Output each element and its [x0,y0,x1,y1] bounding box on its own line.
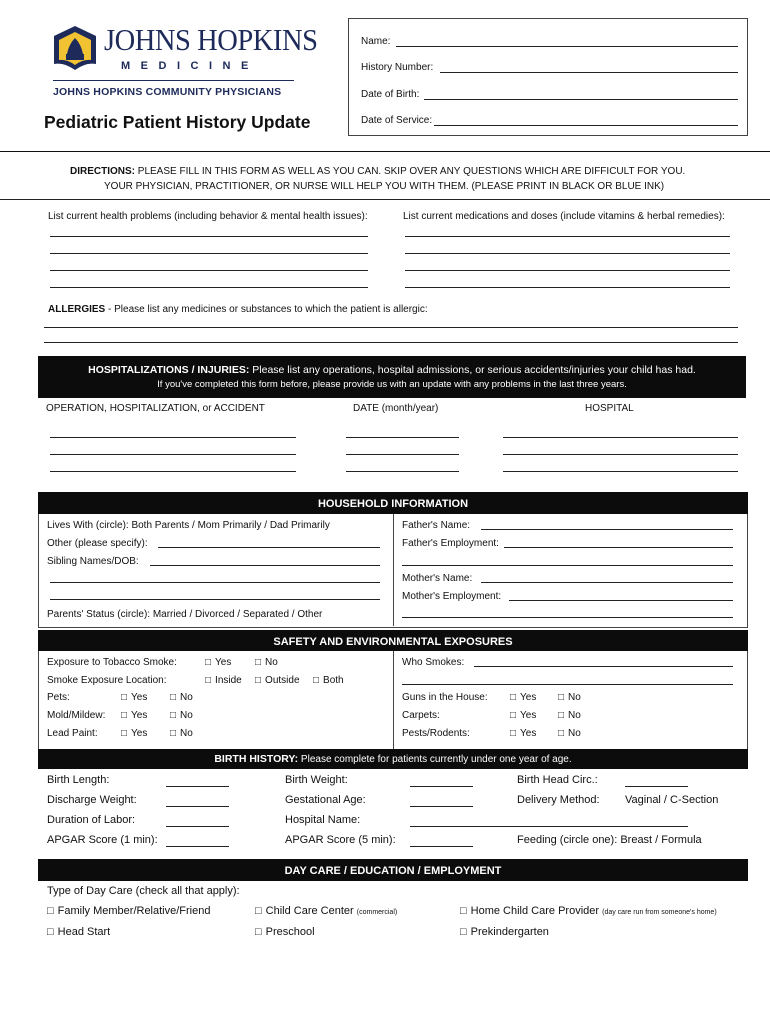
discharge-weight-field[interactable] [166,806,229,807]
pets-no-checkbox[interactable] [170,692,193,703]
guns-yes-label: Yes [520,692,537,703]
logo-divider [53,80,294,81]
guns-yes-checkbox[interactable] [510,692,536,703]
lead-no-label: No [180,728,193,739]
pests-no-checkbox[interactable] [558,728,581,739]
hospitalizations-header [38,356,746,398]
form-title: Pediatric Patient History Update [44,112,311,132]
mothers-employment-label: Mother's Employment: [402,591,502,602]
mold-no-checkbox[interactable] [170,710,193,721]
safety-header [38,630,748,651]
safety-heading: SAFETY AND ENVIRONMENTAL EXPOSURES [273,636,513,648]
mold-label: Mold/Mildew: [47,710,106,721]
smoke-inside-checkbox[interactable] [205,675,242,686]
tobacco-label: Exposure to Tobacco Smoke: [47,657,177,668]
org-division: JOHNS HOPKINS COMMUNITY PHYSICIANS [53,86,282,98]
delivery-options[interactable]: Vaginal / C-Section [625,794,719,806]
pets-label: Pets: [47,692,70,703]
history-number-field[interactable] [440,72,738,73]
guns-no-label: No [568,692,581,703]
child-care-center-label: Child Care Center [265,905,354,917]
pests-label: Pests/Rodents: [402,728,470,739]
lead-yes-label: Yes [131,728,148,739]
other-label: Other (please specify): [47,538,148,549]
daycare-type-label: Type of Day Care (check all that apply): [47,885,240,897]
child-care-center-checkbox[interactable] [255,905,397,917]
pests-yes-checkbox[interactable] [510,728,536,739]
fathers-name-field[interactable] [481,529,733,530]
header-divider [0,151,770,152]
head-circ-field[interactable] [625,786,688,787]
head-start-checkbox[interactable] [47,926,110,938]
head-start-label: Head Start [57,926,111,938]
smoke-outside-label: Outside [265,675,300,686]
org-sub: MEDICINE [121,60,259,72]
birth-length-label: Birth Length: [47,774,110,786]
apgar1-label: APGAR Score (1 min): [47,834,158,846]
home-child-care-label: Home Child Care Provider [470,905,600,917]
directions-divider [0,199,770,200]
prekindergarten-label: Prekindergarten [470,926,549,938]
medications-label: List current medications and doses (include vitamins & herbal remedies): [403,211,725,222]
smoke-both-label: Both [323,675,344,686]
dos-label: Date of Service: [361,115,433,126]
hospitalizations-heading: HOSPITALIZATIONS / INJURIES: [88,364,250,376]
name-field[interactable] [396,46,738,47]
safety-divider [393,651,394,750]
siblings-field[interactable] [150,565,380,566]
home-child-care-note: (day care run from someone's home) [602,909,717,916]
name-label: Name: [361,36,391,47]
hospitalizations-heading-text: Please list any operations, hospital admissions, or serious accidents/injuries your child has had. [249,364,696,376]
who-smokes-label: Who Smokes: [402,657,465,668]
col-hospital: HOSPITAL [585,403,634,414]
fathers-employment-label: Father's Employment: [402,538,499,549]
lead-yes-checkbox[interactable] [121,728,147,739]
allergies-label: ALLERGIES [48,304,106,315]
smoke-both-checkbox[interactable] [313,675,344,686]
mold-yes-checkbox[interactable] [121,710,147,721]
history-number-label: History Number: [361,62,434,73]
who-smokes-field[interactable] [474,666,733,667]
carpets-no-checkbox[interactable] [558,710,581,721]
daycare-header [38,859,748,881]
mold-yes-label: Yes [131,710,148,721]
carpets-yes-label: Yes [520,710,537,721]
household-header [38,492,748,514]
smoke-inside-label: Inside [215,675,242,686]
head-circ-label: Birth Head Circ.: [517,774,598,786]
birth-heading: BIRTH HISTORY: [214,753,299,765]
apgar5-label: APGAR Score (5 min): [285,834,396,846]
discharge-weight-label: Discharge Weight: [47,794,137,806]
gestational-age-label: Gestational Age: [285,794,366,806]
apgar1-field[interactable] [166,846,229,847]
delivery-method-label: Delivery Method: [517,794,600,806]
hospitalizations-line1 [38,364,746,376]
siblings-field-3[interactable] [50,599,380,600]
family-checkbox[interactable] [47,905,210,917]
hospitalizations-subtext: If you've completed this form before, please provide us with an update with any problems in the last three years. [157,379,627,390]
pets-no-label: No [180,692,193,703]
directions-label: DIRECTIONS: [70,166,135,177]
birth-weight-label: Birth Weight: [285,774,348,786]
mothers-name-field[interactable] [481,582,733,583]
smoke-location-label: Smoke Exposure Location: [47,675,167,686]
apgar5-field[interactable] [410,846,473,847]
mothers-employment-field[interactable] [509,600,733,601]
birth-length-field[interactable] [166,786,229,787]
dob-label: Date of Birth: [361,89,420,100]
household-heading: HOUSEHOLD INFORMATION [317,498,469,510]
fathers-employment-field[interactable] [504,547,733,548]
household-divider [393,514,394,626]
dos-field[interactable] [434,125,738,126]
org-name: JOHNS HOPKINS [104,22,318,57]
shield-logo-icon [52,24,98,72]
birth-weight-field[interactable] [410,786,473,787]
carpets-label: Carpets: [402,710,440,721]
child-care-center-note: (commercial) [356,909,398,916]
who-smokes-field-2[interactable] [402,684,733,685]
labor-duration-label: Duration of Labor: [47,814,136,826]
directions-line1 [70,166,685,177]
allergies-text: - Please list any medicines or substances to which the patient is allergic: [105,304,428,315]
guns-label: Guns in the House: [402,692,488,703]
tobacco-yes-label: Yes [215,657,232,668]
pests-yes-label: Yes [520,728,537,739]
tobacco-yes-checkbox[interactable] [205,657,231,668]
preschool-label: Preschool [265,926,315,938]
daycare-heading: DAY CARE / EDUCATION / EMPLOYMENT [284,865,502,877]
preschool-checkbox[interactable] [255,926,315,938]
directions-line2: YOUR PHYSICIAN, PRACTITIONER, OR NURSE WILL HELP YOU WITH THEM. (PLEASE PRINT IN BLACK OR BLUE INK) [104,181,665,192]
lead-no-checkbox[interactable] [170,728,193,739]
guns-no-checkbox[interactable] [558,692,581,703]
fathers-name-label: Father's Name: [402,520,471,531]
hospital-name-field[interactable] [410,826,688,827]
allergies-line [48,304,428,315]
lives-with: Lives With (circle): Both Parents / Mom Primarily / Dad Primarily [47,520,330,531]
carpets-no-label: No [568,710,581,721]
mold-no-label: No [180,710,193,721]
directions-text1: PLEASE FILL IN THIS FORM AS WELL AS YOU CAN. SKIP OVER ANY QUESTIONS WHICH ARE DIFFICULT FOR YOU. [137,166,686,177]
problems-label: List current health problems (including behavior & mental health issues): [48,211,368,222]
siblings-field-2[interactable] [50,582,380,583]
lead-label: Lead Paint: [47,728,98,739]
hospital-name-label: Hospital Name: [285,814,361,826]
feeding-options[interactable]: Feeding (circle one): Breast / Formula [517,834,702,846]
birth-header [38,749,748,769]
col-date: DATE (month/year) [353,403,439,414]
gestational-age-field[interactable] [410,806,473,807]
labor-duration-field[interactable] [166,826,229,827]
pests-no-label: No [568,728,581,739]
fathers-employment-field-2[interactable] [402,565,733,566]
other-field[interactable] [158,547,380,548]
pets-yes-label: Yes [131,692,148,703]
tobacco-no-label: No [265,657,278,668]
prekindergarten-checkbox[interactable] [460,926,549,938]
family-label: Family Member/Relative/Friend [57,905,211,917]
tobacco-no-checkbox[interactable] [255,657,278,668]
smoke-outside-checkbox[interactable] [255,675,300,686]
dob-field[interactable] [424,99,738,100]
mothers-employment-field-2[interactable] [402,617,733,618]
home-child-care-checkbox[interactable] [460,905,717,917]
col-operation: OPERATION, HOSPITALIZATION, or ACCIDENT [46,403,265,414]
birth-heading-text: Please complete for patients currently under one year of age. [298,754,572,765]
mothers-name-label: Mother's Name: [402,573,473,584]
siblings-label: Sibling Names/DOB: [47,556,139,567]
pets-yes-checkbox[interactable] [121,692,147,703]
parents-status: Parents' Status (circle): Married / Divorced / Separated / Other [47,609,323,620]
carpets-yes-checkbox[interactable] [510,710,536,721]
